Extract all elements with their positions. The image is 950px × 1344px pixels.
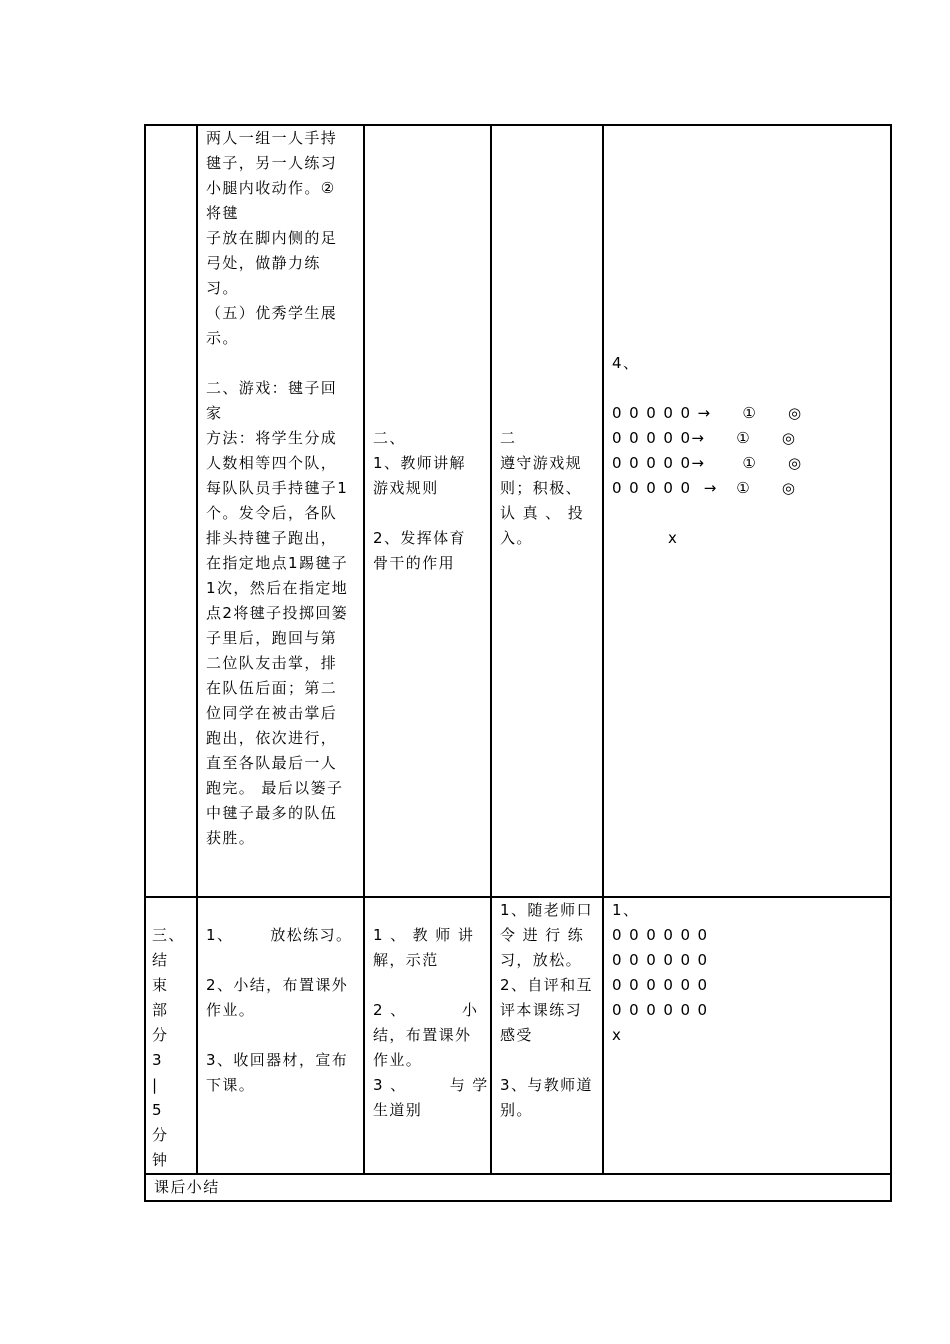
formation-label: 4、 bbox=[612, 354, 640, 372]
student-cell bbox=[491, 897, 603, 1174]
content-line: 直至各队最后一人 bbox=[206, 754, 338, 772]
content-line: 每队队员手持毽子1 bbox=[206, 479, 349, 497]
formation-row: 0 0 0 0 0→ ① ◎ bbox=[612, 454, 803, 472]
student-line: 评本课练习 bbox=[500, 1001, 583, 1019]
content-line: 二位队友击掌，排 bbox=[206, 654, 338, 672]
content-line: 两人一组一人手持 bbox=[206, 129, 338, 147]
part-label-line: 分 bbox=[152, 1026, 169, 1044]
content-line: 子里后，跑回与第 bbox=[206, 629, 338, 647]
content-line: 二、游戏：毽子回 bbox=[206, 379, 338, 397]
game-row bbox=[145, 125, 891, 897]
part-label-line: 3 bbox=[152, 1051, 163, 1069]
content-line bbox=[206, 948, 355, 973]
part-cell bbox=[145, 897, 197, 1174]
teacher-activity-lines bbox=[373, 426, 482, 576]
student-cell bbox=[491, 125, 603, 897]
part-label-line: 部 bbox=[152, 1001, 169, 1019]
part-label-line: 束 bbox=[152, 976, 169, 994]
content-line: 中毽子最多的队伍 bbox=[206, 804, 338, 822]
student-line: 1、随老师口 bbox=[500, 901, 593, 919]
teacher-line bbox=[373, 501, 482, 526]
teacher-line: 解，示范 bbox=[373, 951, 439, 969]
teacher-line: 2 、 小 bbox=[373, 1001, 479, 1019]
content-line: 作业。 bbox=[206, 1001, 256, 1019]
content-line: 1、 放松练习。 bbox=[206, 926, 353, 944]
lesson-plan-table bbox=[144, 124, 892, 1202]
content-line bbox=[206, 1023, 355, 1048]
part-label-line: 钟 bbox=[152, 1151, 169, 1169]
teacher-line: 3 、 与 学 bbox=[373, 1076, 489, 1094]
content-line: （五）优秀学生展 bbox=[206, 304, 338, 322]
content-line: 在指定地点1踢毽子 bbox=[206, 554, 349, 572]
formation-row: 0 0 0 0 0→ ① ◎ bbox=[612, 429, 797, 447]
teacher-cell bbox=[364, 897, 491, 1174]
student-line: 二 bbox=[500, 429, 517, 447]
teacher-line: 1、教师讲解 bbox=[373, 454, 466, 472]
teacher-line: 2、发挥体育 bbox=[373, 529, 466, 547]
student-line: 3、与教师道 bbox=[500, 1076, 593, 1094]
part-label-line: 结 bbox=[152, 951, 169, 969]
content-line: 习。 bbox=[206, 279, 239, 297]
formation-cell bbox=[603, 125, 891, 897]
student-line: 2、自评和互 bbox=[500, 976, 593, 994]
teacher-line: 游戏规则 bbox=[373, 479, 439, 497]
student-line: 入。 bbox=[500, 529, 533, 547]
content-line: 在队伍后面；第二 bbox=[206, 679, 338, 697]
student-line: 习，放松。 bbox=[500, 951, 583, 969]
part-label-line: | bbox=[152, 1076, 159, 1094]
formation-row: 0 0 0 0 0 0 bbox=[612, 1001, 709, 1019]
content-line: 跑完。 最后以篓子 bbox=[206, 779, 344, 797]
part-label-line: 分 bbox=[152, 1126, 169, 1144]
teacher-cell bbox=[364, 125, 491, 897]
teacher-line: 1 、 教 师 讲 bbox=[373, 926, 475, 944]
ending-content-lines bbox=[206, 923, 355, 1098]
content-line: 排头持毽子跑出， bbox=[206, 529, 338, 547]
part-cell bbox=[145, 125, 197, 897]
formation-row: 0 0 0 0 0 0 bbox=[612, 951, 709, 969]
student-line: 别。 bbox=[500, 1101, 533, 1119]
formation-row: 0 0 0 0 0 → ① ◎ bbox=[612, 479, 797, 497]
content-line: 1次，然后在指定地 bbox=[206, 579, 349, 597]
content-line: 点2将毽子投掷回篓 bbox=[206, 604, 349, 622]
formation-row: 0 0 0 0 0 0 bbox=[612, 976, 709, 994]
teacher-line bbox=[373, 973, 482, 998]
teacher-activity-lines bbox=[373, 923, 489, 1123]
teacher-line: 骨干的作用 bbox=[373, 554, 456, 572]
formation-diagram bbox=[612, 401, 882, 501]
student-line: 令 进 行 练 bbox=[500, 926, 585, 944]
part-label-line: 三、 bbox=[152, 926, 185, 944]
content-line bbox=[206, 351, 355, 376]
content-line: 个。发令后，各队 bbox=[206, 504, 338, 522]
formation-row: 0 0 0 0 0 0 bbox=[612, 926, 709, 944]
content-line: 将毽 bbox=[206, 204, 239, 222]
teacher-line: 二、 bbox=[373, 429, 406, 447]
content-line: 小腿内收动作。② bbox=[206, 179, 336, 197]
part-label-line: 5 bbox=[152, 1101, 163, 1119]
ending-row bbox=[145, 897, 891, 1174]
student-activity-lines bbox=[500, 426, 594, 551]
formation-cell bbox=[603, 897, 891, 1174]
content-line: 跑出，依次进行， bbox=[206, 729, 338, 747]
content-line: 位同学在被击掌后 bbox=[206, 704, 338, 722]
teacher-position-marker: x bbox=[668, 529, 679, 547]
formation-diagram bbox=[612, 923, 882, 1023]
game-content-lines bbox=[206, 126, 355, 851]
content-cell bbox=[197, 125, 364, 897]
part-label-lines bbox=[152, 923, 190, 1173]
teacher-position-marker: x bbox=[612, 1026, 623, 1044]
content-line: 3、收回器材，宣布 bbox=[206, 1051, 349, 1069]
content-line: 示。 bbox=[206, 329, 239, 347]
content-line: 获胜。 bbox=[206, 829, 256, 847]
student-line: 感受 bbox=[500, 1026, 533, 1044]
student-line: 则；积极、 bbox=[500, 479, 583, 497]
content-line: 人数相等四个队， bbox=[206, 454, 338, 472]
student-line: 遵守游戏规 bbox=[500, 454, 583, 472]
summary-label: 课后小结 bbox=[154, 1178, 220, 1196]
formation-label: 1、 bbox=[612, 901, 640, 919]
content-line: 弓处，做静力练 bbox=[206, 254, 321, 272]
content-line: 下课。 bbox=[206, 1076, 256, 1094]
summary-cell bbox=[145, 1174, 891, 1201]
content-line: 2、小结，布置课外 bbox=[206, 976, 349, 994]
student-line: 认 真 、 投 bbox=[500, 504, 585, 522]
teacher-line: 结，布置课外 bbox=[373, 1026, 472, 1044]
teacher-line: 生道别 bbox=[373, 1101, 423, 1119]
content-line: 毽子，另一人练习 bbox=[206, 154, 338, 172]
content-line: 子放在脚内侧的足 bbox=[206, 229, 338, 247]
student-line bbox=[500, 1048, 594, 1073]
summary-row bbox=[145, 1174, 891, 1201]
student-activity-lines bbox=[500, 898, 594, 1123]
content-line: 方法：将学生分成 bbox=[206, 429, 338, 447]
content-cell bbox=[197, 897, 364, 1174]
content-line: 家 bbox=[206, 404, 223, 422]
formation-row: 0 0 0 0 0 → ① ◎ bbox=[612, 404, 803, 422]
teacher-line: 作业。 bbox=[373, 1051, 423, 1069]
